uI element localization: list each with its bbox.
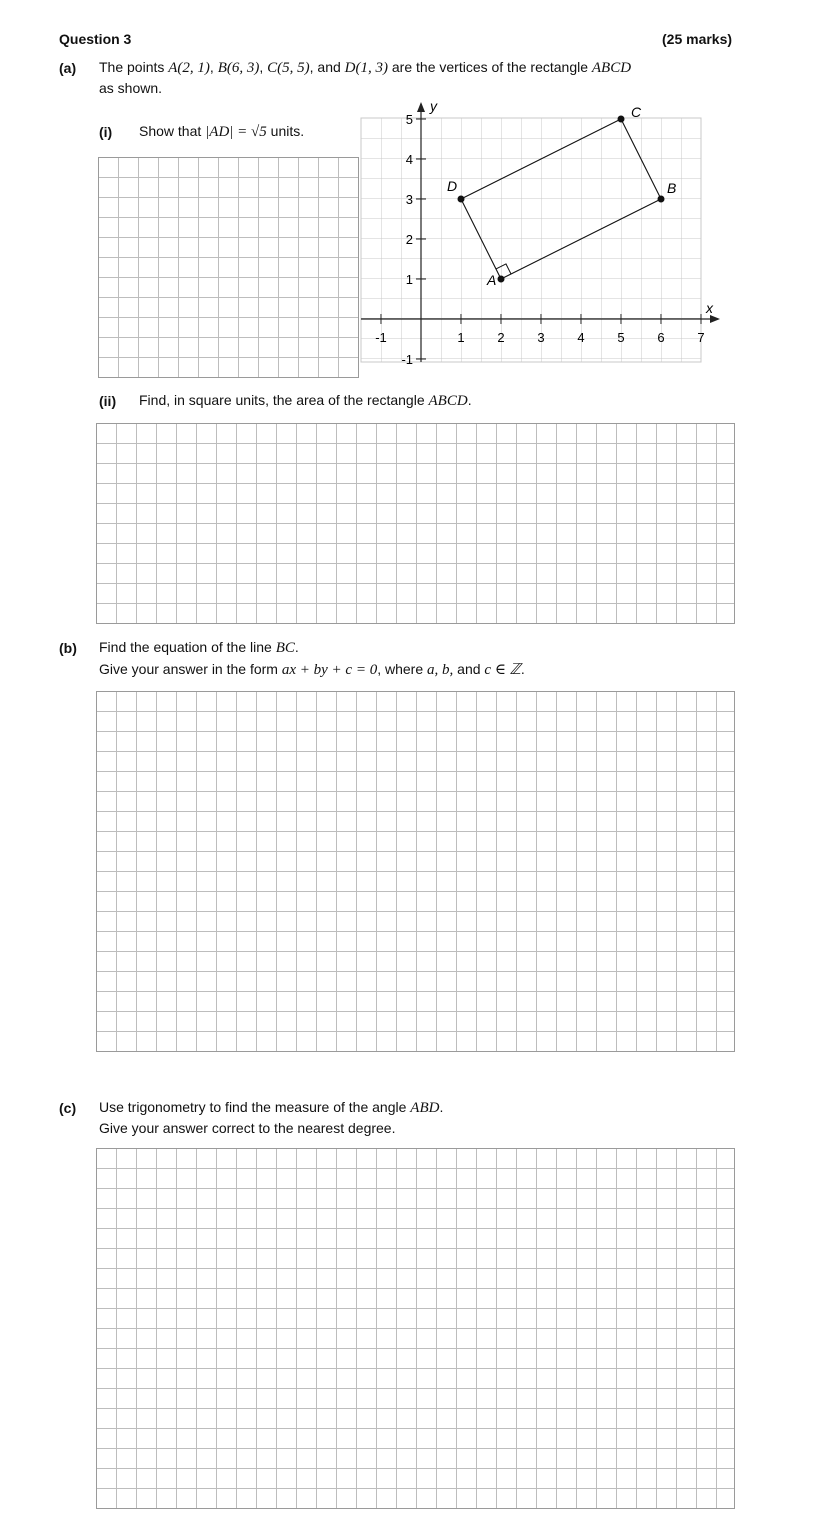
rectangle-name: ABCD: [591, 60, 632, 76]
vertex-c-dot: [618, 116, 625, 123]
part-a-intro: [99, 59, 631, 77]
sub-ii-rect-name: ABCD: [428, 393, 468, 409]
sub-ii-text: [139, 392, 472, 410]
sub-i-suffix: units.: [266, 123, 305, 139]
y-axis-arrow: [417, 102, 425, 112]
x-tick-label: 3: [537, 330, 545, 345]
sep-2: ,: [259, 59, 268, 75]
x-axis-arrow: [710, 315, 720, 323]
sub-i-prefix: Show that: [139, 123, 206, 139]
angle-name: ABD: [410, 1100, 440, 1116]
part-b-label: (b): [59, 640, 77, 656]
part-b-line1: [99, 639, 299, 657]
answer-grid-c[interactable]: [96, 1148, 735, 1509]
y-tick-label: 1: [405, 272, 413, 287]
point-c-coord: C(5, 5): [267, 60, 310, 76]
coefficients: a, b,: [427, 662, 454, 678]
line-form: ax + by + c = 0: [281, 662, 378, 678]
part-c-line1-suffix: .: [439, 1099, 444, 1115]
vertex-d-label: D: [447, 178, 458, 194]
point-b-coord: B(6, 3): [217, 60, 260, 76]
part-b-line2-suffix: .: [520, 661, 525, 677]
question-label: Question 3: [59, 31, 132, 47]
part-b-line1-prefix: Find the equation of the line: [99, 639, 276, 655]
sub-i-expr: |AD| = √5: [205, 124, 267, 140]
integer-set: c ∈ ℤ: [484, 662, 521, 678]
part-c-label: (c): [59, 1100, 77, 1116]
sub-i-label: (i): [99, 124, 113, 140]
part-a-label: (a): [59, 60, 77, 76]
coordinate-diagram: [360, 100, 730, 375]
sub-ii-suffix: .: [467, 392, 472, 408]
part-a-intro-line2: as shown.: [99, 80, 163, 96]
x-tick-label: -1: [375, 330, 387, 345]
marks-label: (25 marks): [662, 31, 733, 47]
vertex-a-label: A: [487, 272, 497, 288]
answer-grid-a-i[interactable]: [98, 157, 359, 378]
y-tick-label: 5: [405, 112, 413, 127]
y-tick-label: 3: [405, 192, 413, 207]
part-b-line2-mid: , where: [377, 661, 428, 677]
part-c-line2: Give your answer correct to the nearest degree.: [99, 1120, 396, 1136]
vertex-b-dot: [658, 196, 665, 203]
part-b-line1-suffix: .: [294, 639, 299, 655]
part-a-intro-prefix: The points: [99, 59, 169, 75]
sep-3: , and: [309, 59, 345, 75]
vertex-b-label: B: [667, 180, 677, 196]
answer-grid-a-ii[interactable]: [96, 423, 735, 624]
point-a-coord: A(2, 1): [168, 60, 210, 76]
sep-1: ,: [209, 59, 218, 75]
x-tick-label: 1: [457, 330, 465, 345]
y-tick-label: 4: [405, 152, 413, 167]
part-b-line2-and: and: [453, 661, 485, 677]
line-bc-name: BC: [275, 640, 295, 656]
part-a-intro-mid: are the vertices of the rectangle: [388, 59, 592, 75]
x-tick-label: 4: [577, 330, 585, 345]
part-c-line1: [99, 1099, 443, 1117]
vertex-d-dot: [458, 196, 465, 203]
y-tick-label: -1: [401, 352, 413, 367]
y-axis-label: y: [430, 100, 437, 114]
vertex-c-label: C: [631, 104, 642, 120]
y-tick-label: 2: [405, 232, 413, 247]
x-tick-label: 5: [617, 330, 625, 345]
sub-i-text: [139, 123, 304, 141]
part-b-line2: [99, 660, 525, 679]
sub-ii-prefix: Find, in square units, the area of the rectangle: [139, 392, 429, 408]
answer-grid-b[interactable]: [96, 691, 735, 1052]
x-tick-label: 7: [697, 330, 705, 345]
point-d-coord: D(1, 3): [344, 60, 388, 76]
x-axis-label: x: [706, 300, 713, 316]
part-b-line2-prefix: Give your answer in the form: [99, 661, 282, 677]
x-tick-label: 2: [497, 330, 505, 345]
part-c-line1-prefix: Use trigonometry to find the measure of the angle: [99, 1099, 411, 1115]
vertex-a-dot: [498, 276, 505, 283]
sub-ii-label: (ii): [99, 393, 117, 409]
x-tick-label: 6: [657, 330, 665, 345]
